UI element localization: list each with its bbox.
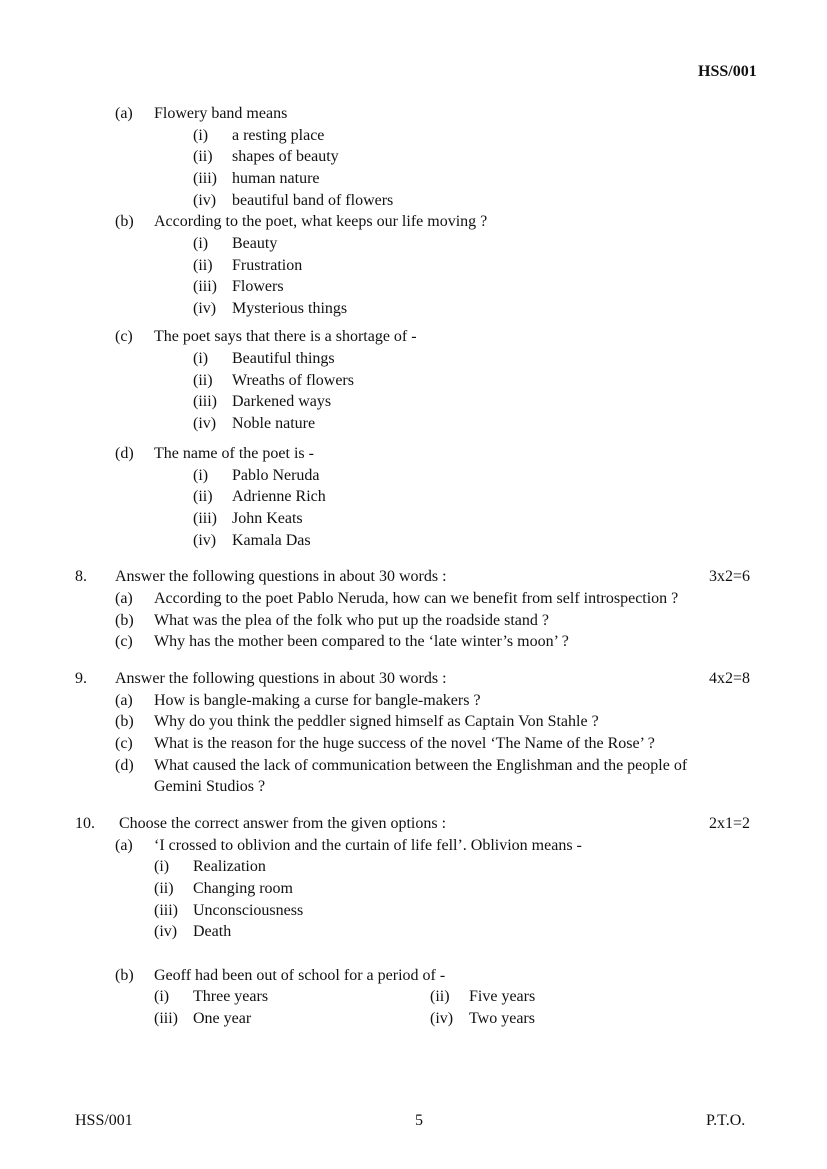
q7c-opt-label: (ii)	[193, 372, 213, 389]
q7a-label: (a)	[115, 105, 133, 122]
q8b-label: (b)	[115, 612, 134, 629]
q9d-label: (d)	[115, 757, 134, 774]
q7b-opt-label: (i)	[193, 235, 209, 252]
q10b-opt-text: Five years	[469, 988, 536, 1005]
q9d-text: What caused the lack of communication between the Englishman and the people of	[154, 757, 688, 774]
q7c-opt-text: Wreaths of flowers	[232, 372, 354, 389]
footer-code: HSS/001	[75, 1112, 133, 1129]
q10a-opt-text: Death	[193, 923, 232, 940]
q10b-text: Geoff had been out of school for a period of -	[154, 967, 446, 984]
q7d-opt-text: Kamala Das	[232, 532, 311, 549]
q8c-text: Why has the mother been compared to the ‘late winter’s moon’ ?	[154, 633, 569, 650]
q7a-opt-text: human nature	[232, 170, 320, 187]
q7c-label: (c)	[115, 328, 133, 345]
q7b-opt-text: Frustration	[232, 257, 303, 274]
q9b-label: (b)	[115, 713, 134, 730]
q7d-opt-label: (ii)	[193, 488, 213, 505]
q10b-opt-text: Two years	[469, 1010, 535, 1027]
q7d-label: (d)	[115, 445, 134, 462]
q10a-text: ‘I crossed to oblivion and the curtain of life fell’. Oblivion means -	[154, 837, 582, 854]
q7a-opt-label: (ii)	[193, 148, 213, 165]
q7c-opt-text: Darkened ways	[232, 393, 332, 410]
q8c-label: (c)	[115, 633, 133, 650]
q10b-label: (b)	[115, 967, 134, 984]
q9c-label: (c)	[115, 735, 133, 752]
q10a-opt-label: (iv)	[154, 923, 178, 940]
q10-marks: 2x1=2	[709, 815, 751, 832]
q9c-text: What is the reason for the huge success of the novel ‘The Name of the Rose’ ?	[154, 735, 655, 752]
q7b-opt-label: (ii)	[193, 257, 213, 274]
q7a-opt-text: a resting place	[232, 127, 325, 144]
q7d-opt-label: (iii)	[193, 510, 217, 527]
q7d-opt-text: John Keats	[232, 510, 303, 527]
q10-text: Choose the correct answer from the given options :	[119, 815, 447, 832]
q10a-opt-label: (ii)	[154, 880, 174, 897]
q8a-text: According to the poet Pablo Neruda, how can we benefit from self introspection ?	[154, 590, 679, 607]
q7a-opt-label: (iv)	[193, 192, 217, 209]
q7d-opt-label: (iv)	[193, 532, 217, 549]
q7d-opt-text: Pablo Neruda	[232, 467, 320, 484]
q10a-opt-label: (iii)	[154, 902, 178, 919]
q7d-opt-label: (i)	[193, 467, 209, 484]
q8-number: 8.	[75, 568, 87, 585]
q7c-opt-label: (i)	[193, 350, 209, 367]
q7b-text: According to the poet, what keeps our life moving ?	[154, 213, 488, 230]
q9d-text-continued: Gemini Studios ?	[154, 778, 266, 795]
q7a-opt-label: (iii)	[193, 170, 217, 187]
q7b-opt-text: Mysterious things	[232, 300, 348, 317]
q7a-opt-text: beautiful band of flowers	[232, 192, 394, 209]
q10a-label: (a)	[115, 837, 133, 854]
q10b-opt-label: (iv)	[430, 1010, 454, 1027]
q7b-opt-label: (iv)	[193, 300, 217, 317]
q7b-opt-text: Beauty	[232, 235, 278, 252]
q10b-opt-label: (i)	[154, 988, 170, 1005]
q9-number: 9.	[75, 670, 87, 687]
q10a-opt-text: Unconsciousness	[193, 902, 304, 919]
q8a-label: (a)	[115, 590, 133, 607]
q10a-opt-text: Changing room	[193, 880, 293, 897]
q7c-opt-text: Beautiful things	[232, 350, 335, 367]
q9-text: Answer the following questions in about 30 words :	[115, 670, 447, 687]
q10-number: 10.	[75, 815, 95, 832]
q7c-opt-label: (iii)	[193, 393, 217, 410]
q7c-opt-text: Noble nature	[232, 415, 316, 432]
header-code: HSS/001	[698, 63, 757, 80]
q10b-opt-text: One year	[193, 1010, 252, 1027]
q7b-opt-label: (iii)	[193, 278, 217, 295]
q10a-opt-label: (i)	[154, 858, 170, 875]
q8-text: Answer the following questions in about 30 words :	[115, 568, 447, 585]
q10a-opt-text: Realization	[193, 858, 266, 875]
q7c-opt-label: (iv)	[193, 415, 217, 432]
pto-label: P.T.O.	[706, 1112, 746, 1129]
q10b-opt-label: (ii)	[430, 988, 450, 1005]
q7c-text: The poet says that there is a shortage of -	[154, 328, 417, 345]
q7b-opt-text: Flowers	[232, 278, 284, 295]
q9b-text: Why do you think the peddler signed himself as Captain Von Stahle ?	[154, 713, 599, 730]
q9-marks: 4x2=8	[709, 670, 751, 687]
q7b-label: (b)	[115, 213, 134, 230]
q7a-text: Flowery band means	[154, 105, 288, 122]
page-number: 5	[415, 1112, 423, 1129]
q7d-text: The name of the poet is -	[154, 445, 314, 462]
q7a-opt-text: shapes of beauty	[232, 148, 339, 165]
q9a-label: (a)	[115, 692, 133, 709]
q10b-opt-label: (iii)	[154, 1010, 178, 1027]
q9a-text: How is bangle-making a curse for bangle-makers ?	[154, 692, 481, 709]
q8-marks: 3x2=6	[709, 568, 751, 585]
q7a-opt-label: (i)	[193, 127, 209, 144]
q7d-opt-text: Adrienne Rich	[232, 488, 326, 505]
q10b-opt-text: Three years	[193, 988, 269, 1005]
q8b-text: What was the plea of the folk who put up the roadside stand ?	[154, 612, 549, 629]
